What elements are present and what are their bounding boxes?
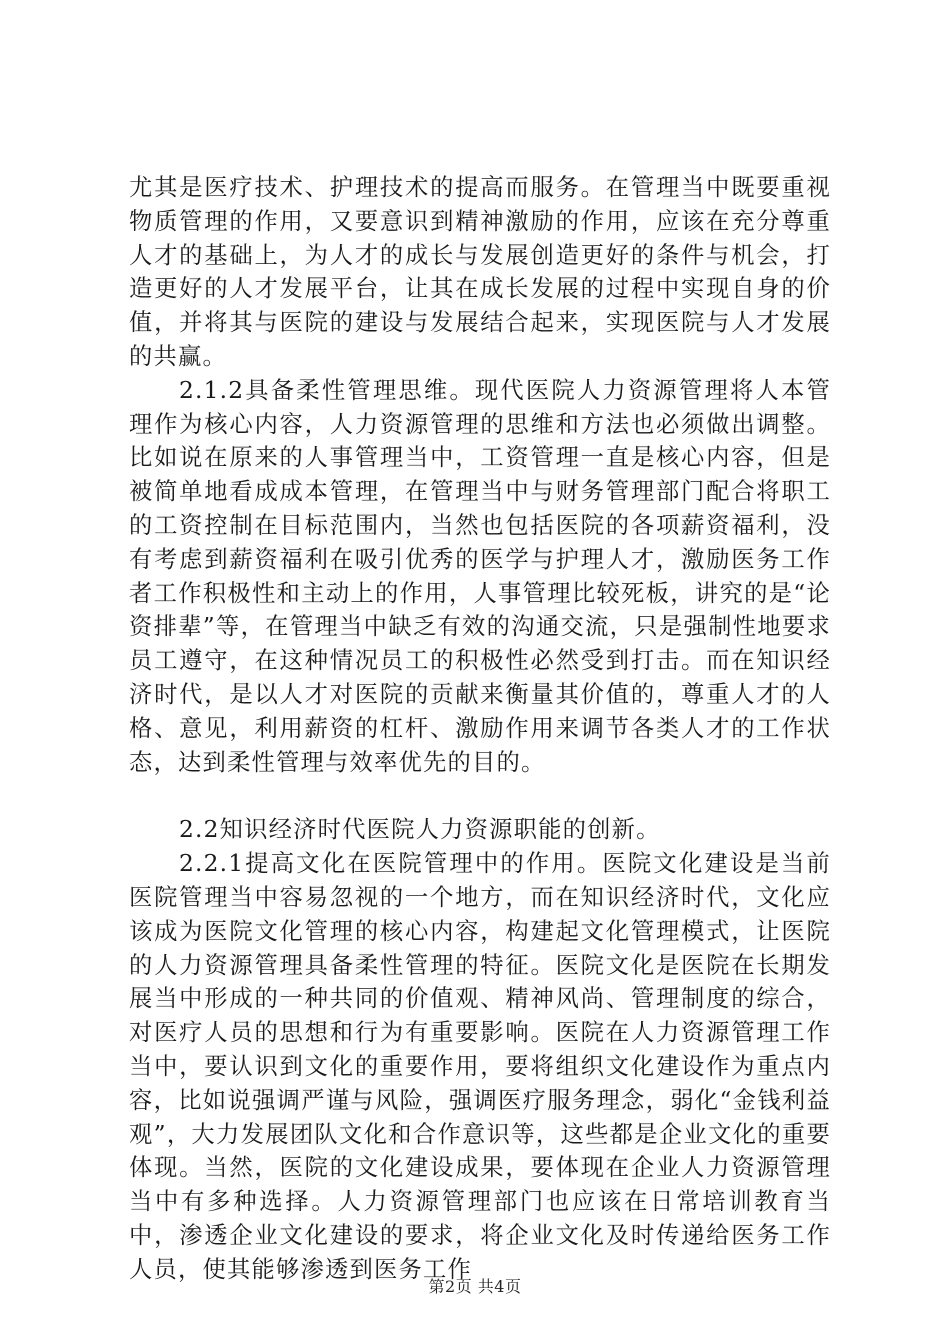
- section-heading-2-2: 2.2知识经济时代医院人力资源职能的创新。: [179, 816, 661, 844]
- paragraph-continuation: 尤其是医疗技术、护理技术的提高而服务。在管理当中既要重视物质管理的作用，又要意识到精神激励的作用，应该在充分尊重人才的基础上，为人才的成长与发展创造更好的条件与机会，打造更好的人才发展平台，让其在成长发展的过程中实现自身的价值，并将其与医院的建设与发展结合起来，实现医院与人才发展的共赢。: [129, 174, 831, 370]
- paragraph-2-2-1: 2.2.1提高文化在医院管理中的作用。医院文化建设是当前医院管理当中容易忽视的一个地方，而在知识经济时代，文化应该成为医院文化管理的核心内容，构建起文化管理模式，让医院的人力资源管理具备柔性管理的特征。医院文化是医院在长期发展当中形成的一种共同的价值观、精神风尚、管理制度的综合，对医疗人员的思想和行为有重要影响。医院在人力资源管理工作当中，要认识到文化的重要作用，要将组织文化建设作为重点内容，比如说强调严谨与风险，强调医疗服务理念，弱化“金钱利益观”，大力发展团队文化和合作意识等，这些都是企业文化的重要体现。当然，医院的文化建设成果，要体现在企业人力资源管理当中有多种选择。人力资源管理部门也应该在日常培训教育当中，渗透企业文化建设的要求，将企业文化及时传递给医务工作人员，使其能够渗透到医务工作: [129, 850, 831, 1283]
- document-body: [129, 171, 831, 1287]
- page-footer: 第2页 共4页: [428, 1277, 522, 1296]
- paragraph-2-1-2: 2.1.2具备柔性管理思维。现代医院人力资源管理将人本管理作为核心内容，人力资源管理的思维和方法也必须做出调整。比如说在原来的人事管理当中，工资管理一直是核心内容，但是被简单地看成成本管理，在管理当中与财务管理部门配合将职工的工资控制在目标范围内，当然也包括医院的各项薪资福利，没有考虑到薪资福利在吸引优秀的医学与护理人才，激励医务工作者工作积极性和主动上的作用，人事管理比较死板，讲究的是“论资排辈”等，在管理当中缺乏有效的沟通交流，只是强制性地要求员工遵守，在这种情况员工的积极性必然受到打击。而在知识经济时代，是以人才对医院的贡献来衡量其价值的，尊重人才的人格、意见，利用薪资的杠杆、激励作用来调节各类人才的工作状态，达到柔性管理与效率优先的目的。: [129, 376, 831, 776]
